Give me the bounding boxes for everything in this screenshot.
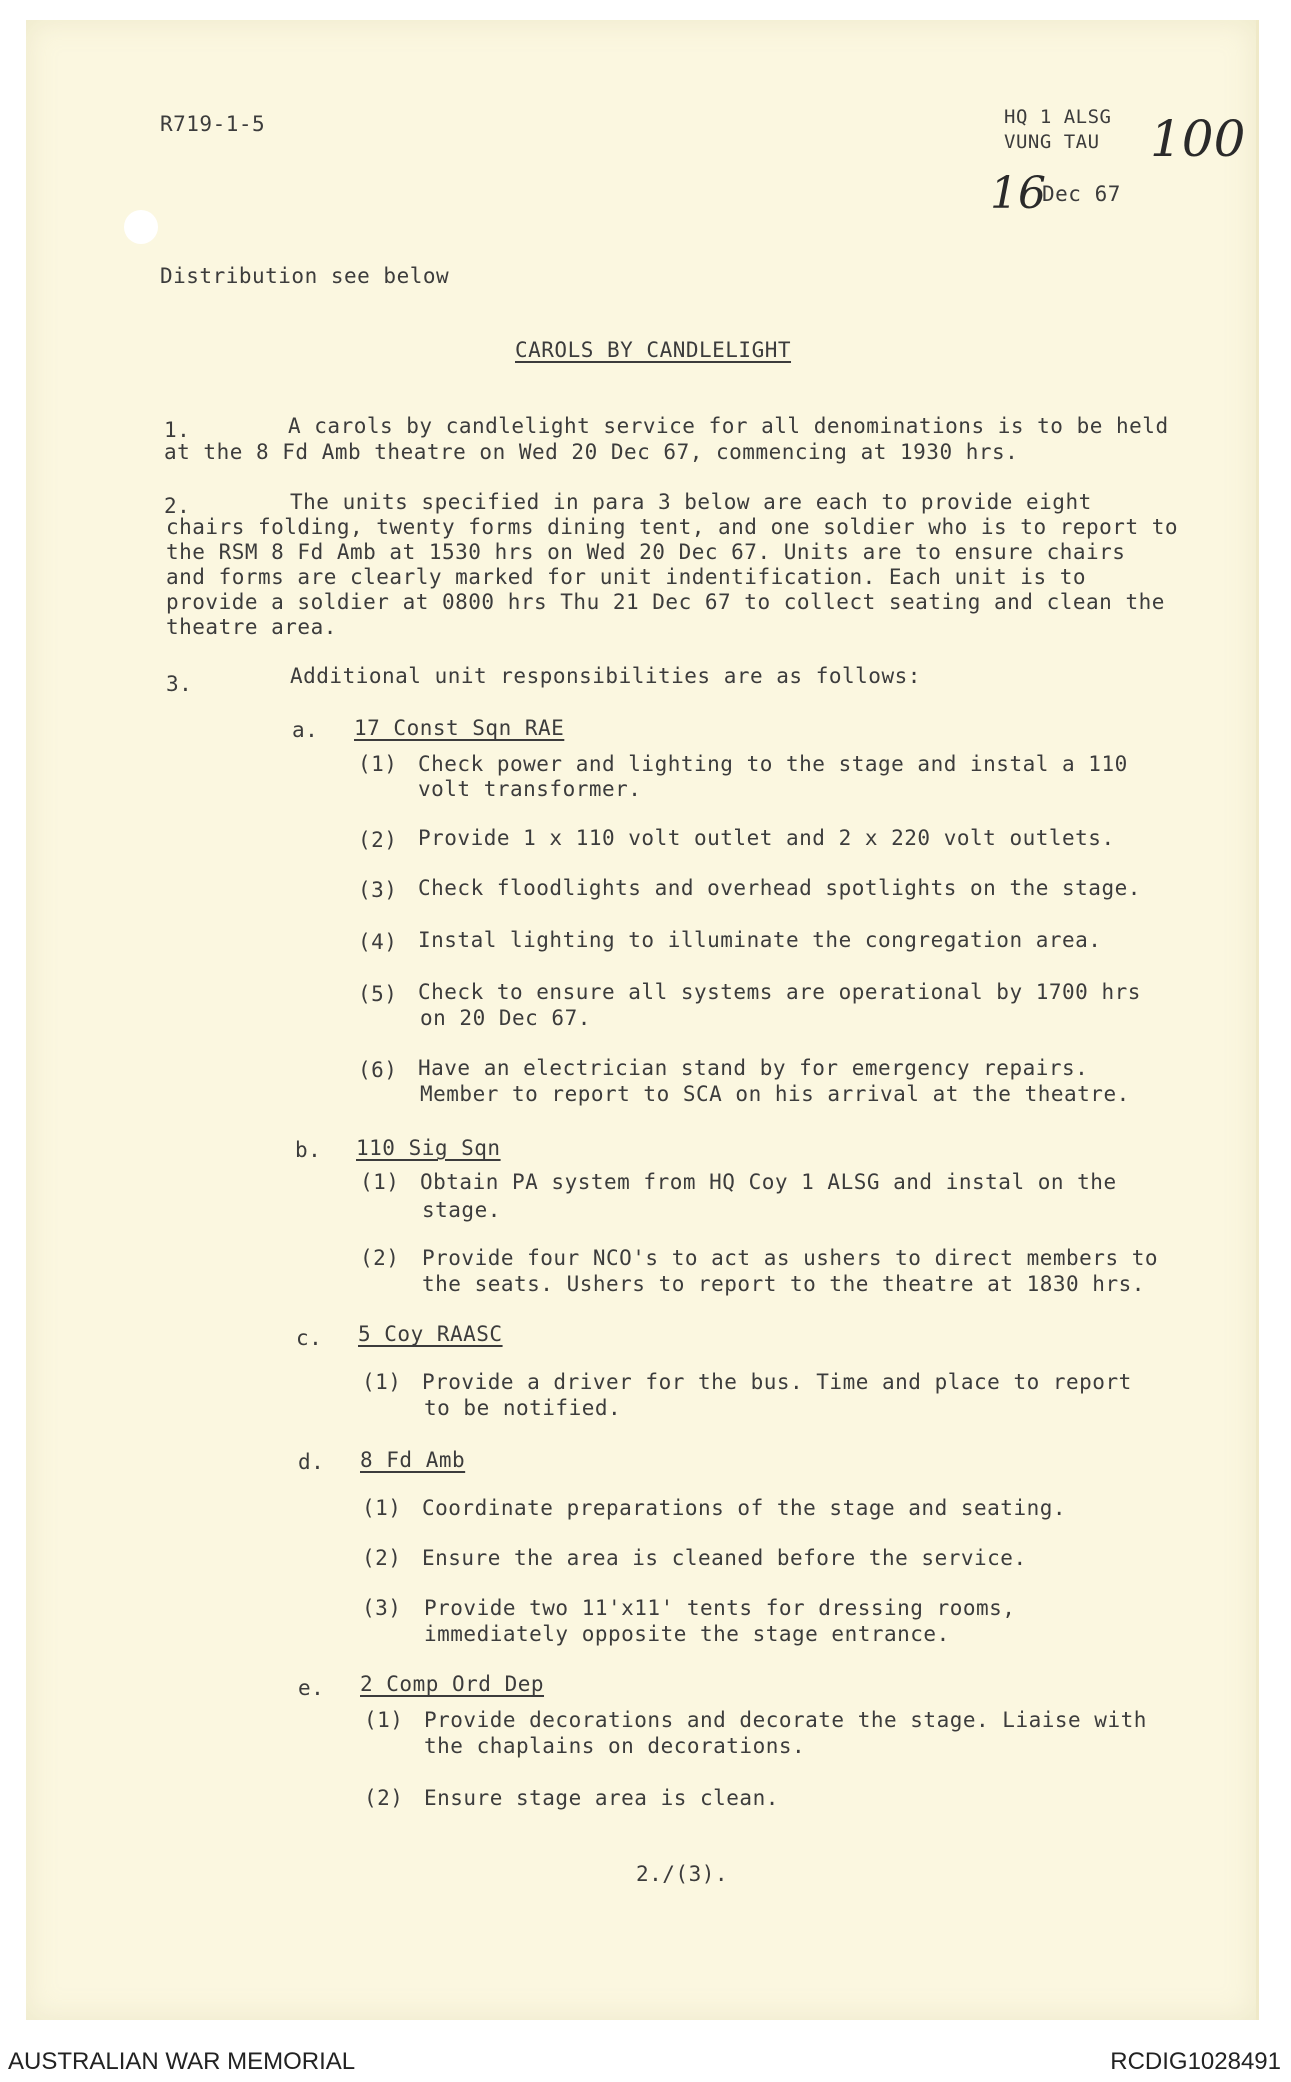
handwritten-date-day: 16 xyxy=(990,168,1046,219)
item-line: Instal lighting to illuminate the congregation area. xyxy=(418,928,1102,952)
section-letter: d. xyxy=(298,1450,325,1474)
section-unit-heading: 5 Coy RAASC xyxy=(358,1322,503,1346)
item-line: Check power and lighting to the stage and instal a 110 xyxy=(418,752,1128,776)
item-number: (1) xyxy=(360,1170,400,1194)
item-line: Member to report to SCA on his arrival at the theatre. xyxy=(420,1082,1130,1106)
section-letter: b. xyxy=(295,1138,322,1162)
item-number: (2) xyxy=(358,828,398,852)
file-reference: R719-1-5 xyxy=(160,112,266,136)
para-2-number: 2. xyxy=(164,494,191,518)
item-line: Check to ensure all systems are operational by 1700 hrs xyxy=(418,980,1141,1004)
item-number: (3) xyxy=(358,878,398,902)
item-number: (4) xyxy=(358,930,398,954)
section-letter: c. xyxy=(296,1326,323,1350)
item-line: to be notified. xyxy=(424,1396,622,1420)
para-2-line: and forms are clearly marked for unit indentification. Each unit is to xyxy=(166,565,1087,589)
item-line: Provide 1 x 110 volt outlet and 2 x 220 volt outlets. xyxy=(418,826,1115,850)
page-continuation: 2./(3). xyxy=(636,1862,729,1886)
item-line: Check floodlights and overhead spotlights on the stage. xyxy=(418,876,1141,900)
item-number: (3) xyxy=(362,1596,402,1620)
item-line: Provide two 11'x11' tents for dressing rooms, xyxy=(424,1596,1016,1620)
section-unit-heading: 8 Fd Amb xyxy=(360,1448,466,1472)
para-3-intro: Additional unit responsibilities are as follows: xyxy=(290,664,921,688)
item-line: immediately opposite the stage entrance. xyxy=(424,1622,950,1646)
para-1-number: 1. xyxy=(164,418,191,442)
item-number: (1) xyxy=(358,752,398,776)
para-2-line: chairs folding, twenty forms dining tent, and one soldier who is to report to xyxy=(166,515,1179,539)
footer-record-id: RCDIG1028491 xyxy=(1110,2048,1281,2075)
date-month-year: Dec 67 xyxy=(1042,182,1121,206)
para-1-line: at the 8 Fd Amb theatre on Wed 20 Dec 67, commencing at 1930 hrs. xyxy=(164,440,1019,464)
item-number: (5) xyxy=(358,982,398,1006)
section-letter: e. xyxy=(298,1676,325,1700)
item-line: the chaplains on decorations. xyxy=(424,1734,806,1758)
para-2-line: provide a soldier at 0800 hrs Thu 21 Dec 67 to collect seating and clean the xyxy=(166,590,1165,614)
para-1-line: A carols by candlelight service for all denominations is to be held xyxy=(288,414,1169,438)
item-line: volt transformer. xyxy=(418,777,642,801)
distribution-line: Distribution see below xyxy=(160,264,450,288)
document-title: CAROLS BY CANDLELIGHT xyxy=(515,338,792,362)
para-2-line: The units specified in para 3 below are each to provide eight xyxy=(290,490,1092,514)
item-number: (2) xyxy=(364,1786,404,1810)
section-letter: a. xyxy=(292,718,319,742)
handwritten-folio-number: 100 xyxy=(1150,110,1246,168)
item-number: (1) xyxy=(364,1708,404,1732)
item-line: Ensure stage area is clean. xyxy=(424,1786,779,1810)
section-unit-heading: 2 Comp Ord Dep xyxy=(360,1672,545,1696)
section-unit-heading: 17 Const Sqn RAE xyxy=(354,716,565,740)
item-line: Ensure the area is cleaned before the service. xyxy=(422,1546,1027,1570)
item-line: stage. xyxy=(422,1198,501,1222)
unit-heading: HQ 1 ALSG xyxy=(1004,106,1112,128)
item-line: the seats. Ushers to report to the theatre at 1830 hrs. xyxy=(422,1272,1145,1296)
section-unit-heading: 110 Sig Sqn xyxy=(356,1136,501,1160)
item-line: Provide four NCO's to act as ushers to direct members to xyxy=(422,1246,1159,1270)
item-number: (2) xyxy=(360,1246,400,1270)
item-number: (1) xyxy=(362,1496,402,1520)
item-number: (6) xyxy=(358,1058,398,1082)
item-line: Coordinate preparations of the stage and seating. xyxy=(422,1496,1067,1520)
item-number: (1) xyxy=(362,1370,402,1394)
para-3-number: 3. xyxy=(166,672,193,696)
punch-hole xyxy=(124,210,158,244)
footer-archive-name: AUSTRALIAN WAR MEMORIAL xyxy=(8,2048,356,2075)
item-line: Obtain PA system from HQ Coy 1 ALSG and instal on the xyxy=(420,1170,1117,1194)
item-line: on 20 Dec 67. xyxy=(420,1006,591,1030)
item-line: Have an electrician stand by for emergency repairs. xyxy=(418,1056,1089,1080)
item-line: Provide a driver for the bus. Time and place to report xyxy=(422,1370,1132,1394)
item-line: Provide decorations and decorate the stage. Liaise with xyxy=(424,1708,1147,1732)
para-2-line: theatre area. xyxy=(166,615,337,639)
item-number: (2) xyxy=(362,1546,402,1570)
location-heading: VUNG TAU xyxy=(1004,131,1100,153)
para-2-line: the RSM 8 Fd Amb at 1530 hrs on Wed 20 Dec 67. Units are to ensure chairs xyxy=(166,540,1126,564)
